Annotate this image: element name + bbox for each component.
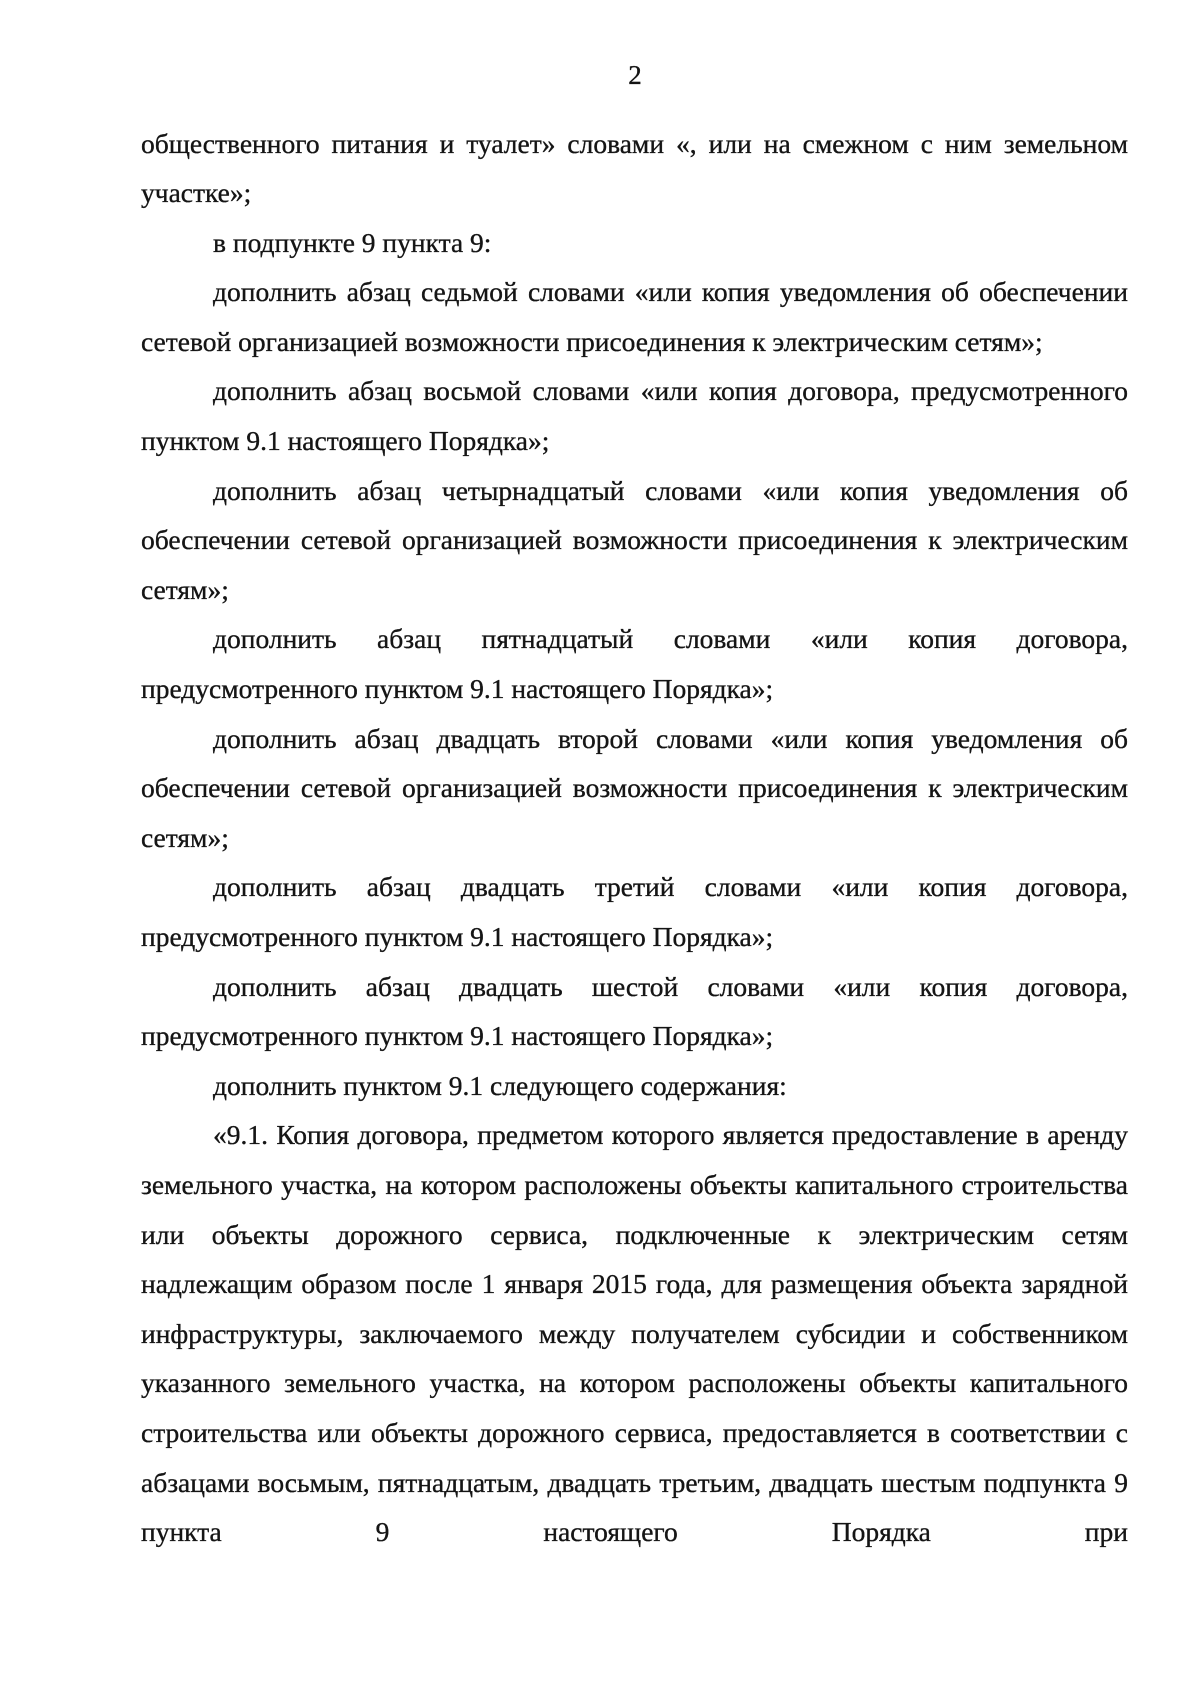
paragraph-3: дополнить абзац седьмой словами «или копия уведомления об обеспечении сетевой организацией возможности присоединения к электрическим сетям»; <box>141 276 1128 357</box>
page-number: 2 <box>628 60 642 90</box>
paragraph-5: дополнить абзац четырнадцатый словами «или копия уведомления об обеспечении сетевой организацией возможности присоединения к электрическим сетям»; <box>141 474 1128 605</box>
paragraph-4: дополнить абзац восьмой словами «или копия договора, предусмотренного пунктом 9.1 настоящего Порядка»; <box>141 375 1128 457</box>
document-body <box>141 119 1128 1557</box>
paragraph-8: дополнить абзац двадцать третий словами «или копия договора, предусмотренного пунктом 9.1 настоящего Порядка»; <box>141 871 1128 952</box>
paragraph-6: дополнить абзац пятнадцатый словами «или копия договора, предусмотренного пунктом 9.1 настоящего Порядка»; <box>141 623 1128 705</box>
paragraph-1: общественного питания и туалет» словами «, или на смежном с ним земельном участке»; <box>141 127 1128 209</box>
paragraph-9: дополнить абзац двадцать шестой словами «или копия договора, предусмотренного пунктом 9.1 настоящего Порядка»; <box>141 970 1128 1052</box>
paragraph-2: в подпункте 9 пункта 9: <box>213 226 492 258</box>
paragraph-11: «9.1. Копия договора, предметом которого является предоставление в аренду земельного участка, на котором расположены объекты капитального строительства или объекты дорожного сервиса, подключенные к электрическим сетям надлежащим образом после 1 января 2015 года, для размещения объекта зарядной инфраструктуры, заключаемого между получателем субсидии и собственником указанного земельного участка, на котором расположены объекты капитального строительства или объекты дорожного сервиса, предоставляется в соответствии с абзацами восьмым, пятнадцатым, двадцать третьим, двадцать шестым подпункта 9 пункта 9 настоящего Порядка при <box>141 1119 1128 1548</box>
paragraph-10: дополнить пунктом 9.1 следующего содержания: <box>213 1069 787 1101</box>
paragraph-7: дополнить абзац двадцать второй словами «или копия уведомления об обеспечении сетевой организацией возможности присоединения к электрическим сетям»; <box>141 722 1128 853</box>
